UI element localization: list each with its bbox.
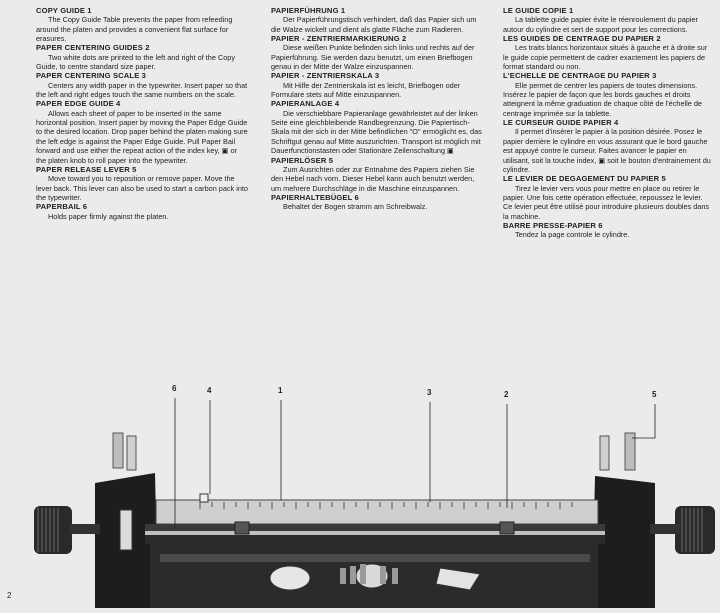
section-paper-release-lever	[36, 165, 248, 202]
callout-2: 2	[504, 390, 509, 399]
section-heading: PAPIER - ZENTRIERSKALA 3	[271, 71, 380, 81]
typewriter-drawing	[0, 378, 720, 608]
section-paperbail	[36, 202, 248, 221]
callout-3: 3	[427, 388, 432, 397]
section-text: Centers any width paper in the typewriter. Insert paper so that the left and right edges touch the same numbers on the scale.	[36, 80, 248, 100]
section-heading: PAPER EDGE GUIDE 4	[36, 99, 121, 109]
section-text: La tablette guide papier évite le réenroulement du papier autour du cylindre et sert de support pour les corrections.	[503, 15, 698, 34]
section-text: Allows each sheet of paper to be inserted in the same horizontal position. Insert paper by moving the Paper Edge Guide to the desired location. Drop paper behind the platen making sure the left edge is against the Paper Edge Guide. Pull Paper Bail forward and use either the repeat action of the index key, ▣ or the platen knob to roll paper into the typewriter.	[36, 108, 248, 165]
section-barre-presse-papier	[503, 221, 711, 240]
section-papierhaltebuegel	[271, 193, 484, 212]
section-copy-guide	[36, 6, 248, 43]
section-heading: PAPER RELEASE LEVER 5	[36, 164, 137, 174]
section-heading: PAPER CENTERING SCALE 3	[36, 71, 147, 81]
section-text: Holds paper firmly against the platen.	[48, 211, 169, 221]
french-column	[503, 6, 711, 240]
german-column	[271, 6, 484, 212]
section-papierloeser	[271, 156, 484, 193]
section-guide-copie	[503, 6, 711, 34]
english-column	[36, 6, 248, 221]
section-heading: LES GUIDES DE CENTRAGE DU PAPIER 2	[503, 34, 661, 44]
section-paper-centering-guides	[36, 43, 248, 71]
section-heading: LE GUIDE COPIE 1	[503, 6, 574, 15]
callout-4: 4	[207, 386, 212, 395]
section-heading: PAPIERLÖSER 5	[271, 155, 334, 165]
section-text: Les traits blancs horizontaux situés à gauche et à droite sur le guide copie permettent de cadrer exactement les papiers de format standard ou non.	[503, 43, 708, 72]
section-heading: PAPIERFÜHRUNG 1	[271, 6, 346, 15]
section-heading: PAPER CENTERING GUIDES 2	[36, 43, 150, 53]
section-text: Der Papierführungstisch verhindert, daß das Papier sich um die Walze wickelt und dient als glatte Fläche zum Radieren.	[271, 15, 477, 34]
section-echelle-centrage	[503, 71, 711, 118]
section-text: Tendez la page controle le cylindre.	[515, 230, 630, 240]
section-zentrierskala	[271, 71, 484, 99]
section-heading: LE LEVIER DE DEGAGEMENT DU PAPIER 5	[503, 174, 666, 184]
callout-6: 6	[172, 384, 177, 393]
section-levier-degagement	[503, 174, 711, 221]
callout-1: 1	[278, 386, 283, 395]
section-text: Il permet d'insérer le papier à la position désirée. Posez le papier derrière le cylindre en vous assurant que le bord gauche est appuyé contre le curseur. Faites avancer le papier en utilisant, soit la touche index, ▣ soit le bouton d'entrainement du cylindre.	[503, 127, 711, 174]
section-text: Zum Ausrichten oder zur Entnahme des Papiers ziehen Sie den Hebel nach vorn. Dieser Hebel kann auch benutzt werden, um mehrere Durchschläge in die Maschine einzuspannen.	[271, 164, 475, 193]
section-papierfuehrung	[271, 6, 484, 34]
section-text: Two white dots are printed to the left and right of the Copy Guide, to centre standard size paper.	[36, 52, 235, 72]
section-heading: BARRE PRESSE-PAPIER 6	[503, 220, 603, 230]
section-heading: PAPIER - ZENTRIERMARKIERUNG 2	[271, 34, 407, 44]
section-zentriermarkierung	[271, 34, 484, 71]
typewriter-illustration	[0, 378, 720, 608]
section-heading: LE CURSEUR GUIDE PAPIER 4	[503, 118, 619, 128]
section-text: Move toward you to reposition or remove paper. Move the lever back. This lever can also be used to start a carbon pack into the typewriter.	[36, 174, 248, 202]
section-text: The Copy Guide Table prevents the paper from refeeding around the platen and provides a convenient flat surface for erasures.	[36, 15, 233, 44]
callout-5: 5	[652, 390, 657, 399]
section-paper-centering-scale	[36, 71, 248, 99]
section-heading: COPY GUIDE 1	[36, 6, 92, 15]
section-text: Die verschiebbare Papieranlage gewährleistet auf der linken Seite eine gleichbleibende Randbegrenzung. Die Papiertisch-Skala mit der sich in der Mitte befindlichen "O" ermöglicht es, das Schriftgut genau auf Mitte auszurichten. Transport ist möglich mit Dauerfunctionstasten oder Stationäre Zeilenschaltung ▣	[271, 108, 482, 156]
section-text: Tirez le levier vers vous pour mettre en place ou retirer le papier. Une fois cette opération effectuée, repoussez le levier. Ce levier peut être utilisé pour introduire plusieurs doubles dans la machine.	[503, 183, 710, 221]
section-text: Behaltet der Bogen stramm am Schreibwalz.	[283, 202, 428, 212]
section-heading: L'ECHELLE DE CENTRAGE DU PAPIER 3	[503, 71, 657, 81]
section-text: Elle permet de centrer les papiers de toutes dimensions. Insérez le papier de façon que les bords gauches et droits atteignent la même graduation de chaque côté de l'échelle de centrage imprimée sur la tablette.	[503, 80, 702, 118]
section-guides-centrage	[503, 34, 711, 71]
section-paper-edge-guide	[36, 99, 248, 164]
section-text: Diese weißen Punkte befinden sich links und rechts auf der Papierführung. Sie werden dazu benutzt, um einen Briefbogen genau in der Mitte der Walze einzuspannen.	[271, 43, 475, 72]
section-text: Mit Hilfe der Zentrierskala ist es leicht, Briefbogen oder Formulare stets auf Mitte einzuspannen.	[271, 80, 461, 100]
section-curseur-guide	[503, 118, 711, 174]
section-papieranlage	[271, 99, 484, 155]
section-heading: PAPIERHALTEBÜGEL 6	[271, 192, 359, 202]
page-number: 2	[7, 591, 12, 600]
section-heading: PAPIERANLAGE 4	[271, 99, 340, 109]
section-heading: PAPERBAIL 6	[36, 202, 88, 212]
